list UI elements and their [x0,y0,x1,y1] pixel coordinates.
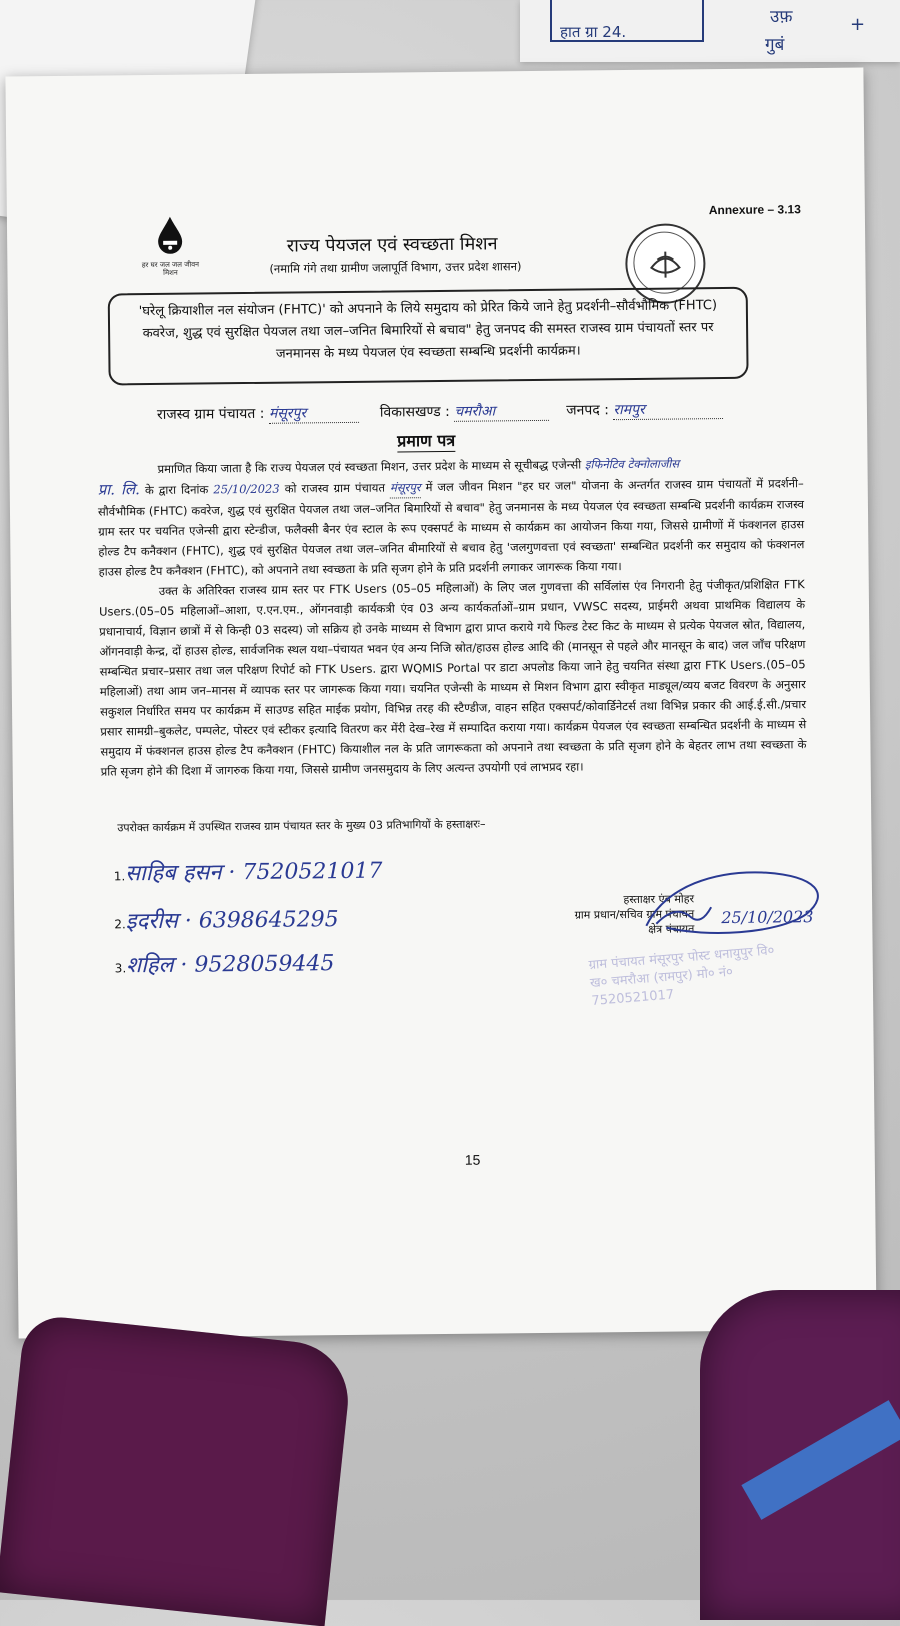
district-value: रामपुर [613,402,645,418]
handwritten-box-text: हात ग्रा 24. [560,22,626,42]
certificate-body [97,452,806,781]
faded-seal: ग्राम पंचायत मंसूरपुर पोस्ट धनायुपुर वि० ख० चमरौआ (रामपुर) मो० नं० 7520521017 [588,942,782,1011]
signature-line-1 [114,855,383,888]
purple-cloth-left [0,1314,354,1626]
handwritten-mark-a: उफ़ [770,4,792,27]
district-field [613,399,723,420]
district-label: जनपद : [566,402,609,418]
gram-panchayat-label: राजस्व ग्राम पंचायत : [157,406,265,423]
signature-number: 3. [115,961,127,975]
mission-subtitle: (नमामि गंगे तथा ग्रामीण जलापूर्ति विभाग, उत्तर प्रदेश शासन) [205,258,585,277]
signature-line-2 [114,903,339,935]
signature-number: 1. [114,869,126,883]
mission-title: राज्य पेयजल एवं स्वच्छता मिशन [212,231,572,259]
page-number: 15 [465,1152,481,1168]
signature-date: 25/10/2023 [720,907,813,927]
p1-start: प्रमाणित किया जाता है कि राज्य पेयजल एवं स्वच्छता मिशन, उत्तर प्रदेश के माध्यम से सूचीबद्ध एजेन्सी [157,458,581,476]
signature-text: शहिल · 9528059445 [126,951,334,978]
paragraph-2 [99,574,807,781]
gram-panchayat-value: मंसूरपुर [269,405,306,421]
water-drop-icon [154,215,186,255]
gram-panchayat-field [269,403,359,424]
p1-mid2: को राजस्व ग्राम पंचायत [285,481,385,496]
signature-text: साहिब हसन · 7520521017 [125,859,382,887]
certificate-title: प्रमाण पत्र [397,429,455,453]
pra-li-handwritten: प्रा. लि. [98,480,140,498]
stamp-line-1: हस्ताक्षर एंव मोहर [554,891,694,907]
p1-rest: में जल जीवन मिशन "हर घर जल" योजना के अन्तर्गत राजस्व ग्राम पंचायतों में प्रदर्शनी–सौर्वभौमिक (FHTC) कवरेज, शुद्ध एवं सुरक्षित पेयजल तथा जल–जनित बिमारियों से बचाव" हेतु जनमानस के मध्य पेयजल एंव स्वच्छता सम्बन्धि प्रदर्शनी कार्यक्रम राजस्व ग्राम स्तर पर चयनित एजेन्सी द्वारा स्टेन्डीज, फलैक्सी बैनर एंव स्टाल के रूप एक्सपर्ट के माध्यम से कार्यक्रम का आयोजन किया गया, जिससे ग्रामीणों में फंक्शनल हाउस होल्ड टैप कनैक्शन (FHTC), शुद्ध एवं सुरक्षित पेयजल तथा जल–जनित बीमारियों से बचाव हेतु 'जलगुणवत्ता एवं स्वच्छता' सम्बन्धित प्रदर्शनी कर समुदाय को फंक्शनल हाउस होल्ड टैप कनैक्शन (FHTC), को अपनाने तथा स्वच्छता के प्रति सृजग होने के प्रति प्रदर्शनी लगाकर जागरूक किया गया। [98,476,805,578]
block-label: विकासखण्ड : [380,404,450,421]
document-page [5,68,876,1339]
signature-number: 2. [114,917,126,931]
annexure-label: Annexure – 3.13 [709,202,801,217]
pradhan-signature [626,864,837,946]
signature-text: इदरीस · 6398645295 [126,907,339,934]
har-ghar-jal-logo [135,214,206,277]
p1-mid: के द्वारा दिनांक [145,482,209,497]
handwritten-note-paper [520,0,900,62]
signatures-intro: उपरोक्त कार्यक्रम में उपस्थित राजस्व ग्राम पंचायत स्तर के मुख्य 03 प्रतिभागियों के हस्ताक्षरः– [117,816,517,836]
village-name: मंसूरपुर [390,477,421,498]
location-fields [157,398,777,424]
block-value: चमरौआ [454,403,495,419]
stamp-line-2: ग्राम प्रधान/सचिव ग्राम पंचायत [554,906,694,922]
signature-line-3 [115,947,335,979]
handwritten-mark-c: + [850,14,865,35]
programme-banner: 'घरेलू क्रियाशील नल संयोजन (FHTC)' को अपनाने के लिये समुदाय को प्रेरित किये जाने हेतु प्रदर्शनी–सौर्वभौमिक (FHTC) कवरेज, शुद्ध एवं सुरक्षित पेयजल तथा जल–जनित बिमारियों से बचाव" हेतु जनपद की समस्त राजस्व ग्राम पंचायतों स्तर पर जनमानस के मध्य पेयजल एंव स्वच्छता सम्बन्धि प्रदर्शनी कार्यक्रम। [108,287,749,386]
p2-text: उक्त के अतिरिक्त राजस्व ग्राम स्तर पर FTK Users (05–05 महिलाओं) के लिए जल गुणवत्ता की सर्विलांस एंव निगरानी हेतु पंजीकृत/प्रशिक्षित FTK Users.(05–05 महिलाओं–आशा, ए.एन.एम., ऑगनवाड़ी कार्यकत्री एंव 03 अन्य कार्यकर्ताओं–ग्राम प्रधान, VWSC सदस्य, प्राईमरी अथवा प्राथमिक विद्यालय के प्रधानाचार्य, विज्ञान छात्रों में से किन्ही 03 सदस्य) जो सक्रिय हो उनके माध्यम से विभाग द्वारा प्राप्त कराये गये फिल्ड टेस्ट किट के माध्यम से प्रत्येक पेयजल स्रोत, विद्यालय, ऑगनवाड़ी केन्द्र, दों हाउस होल्ड, सार्वजनिक स्थल यथा–पंचायत भवन एंव अन्य निजि स्रोत/हाउस होल्ड आदि की (मानसून से पहले और मानसून के बाद) जल जाँच परिक्षण सम्बन्धित प्रचार–प्रसार तथा जल परिक्षण रिपोर्ट को FTK Users. द्वारा WQMIS Portal पर डाटा अपलोड किया जाने हेतु चयनित संस्था द्वारा FTK Users.(05–05 महिलाओं) तथा आम जन–मानस में व्यापक स्तर पर जागरूक किया गया। चयनित एजेन्सी के माध्यम से मिशन विभाग द्वारा स्वीकृत माड्यूल/व्यय बजट विवरण के अनुसार सकुशल निर्धारित समय पर कार्यक्रम में साउण्ड सहित माईक प्रयोग, विभिन्न तरह की स्टैण्डीज, वाहन सहित एक्सपर्ट/कोवार्डिनेटर्स तथा विभिन्न प्रकार की आई.ई.सी./प्रचार प्रसार सामग्री–बुकलेट, पम्पलेट, पोस्टर एवं स्टीकर इत्यादि वितरण कर मेंरी देख–रेख में सम्पादित कराया गया। कार्यक्रम पेयजल एंव स्वच्छता सम्बन्धित प्रदर्शनी के माध्यम से समुदाय में फंक्शनल हाउस होल्ड टैप कनैक्शन (FHTC) कियाशील नल के प्रति जागरूकता को अपनाने तथा स्वच्छता के प्रति सृजग होने के बेहतर लाभ तथा स्वच्छता के प्रति सृजग होने की दिशा में जागरुक किया गया, जिससे ग्रामीण जनसमुदाय के लिए अत्यन्त उपयोगी एवं लाभप्रद रहा। [99,577,807,778]
stamp-line-3: क्षेत्र पंचायत [554,921,694,937]
logo-caption: हर घर जल जल जीवन मिशन [135,260,205,277]
handwritten-mark-b: गुबं [765,32,784,55]
block-field [454,401,549,422]
programme-date: 25/10/2023 [213,482,279,497]
paragraph-1 [97,452,804,581]
agency-name: इफिनेटिव टेक्नोलाजीस [585,456,679,471]
